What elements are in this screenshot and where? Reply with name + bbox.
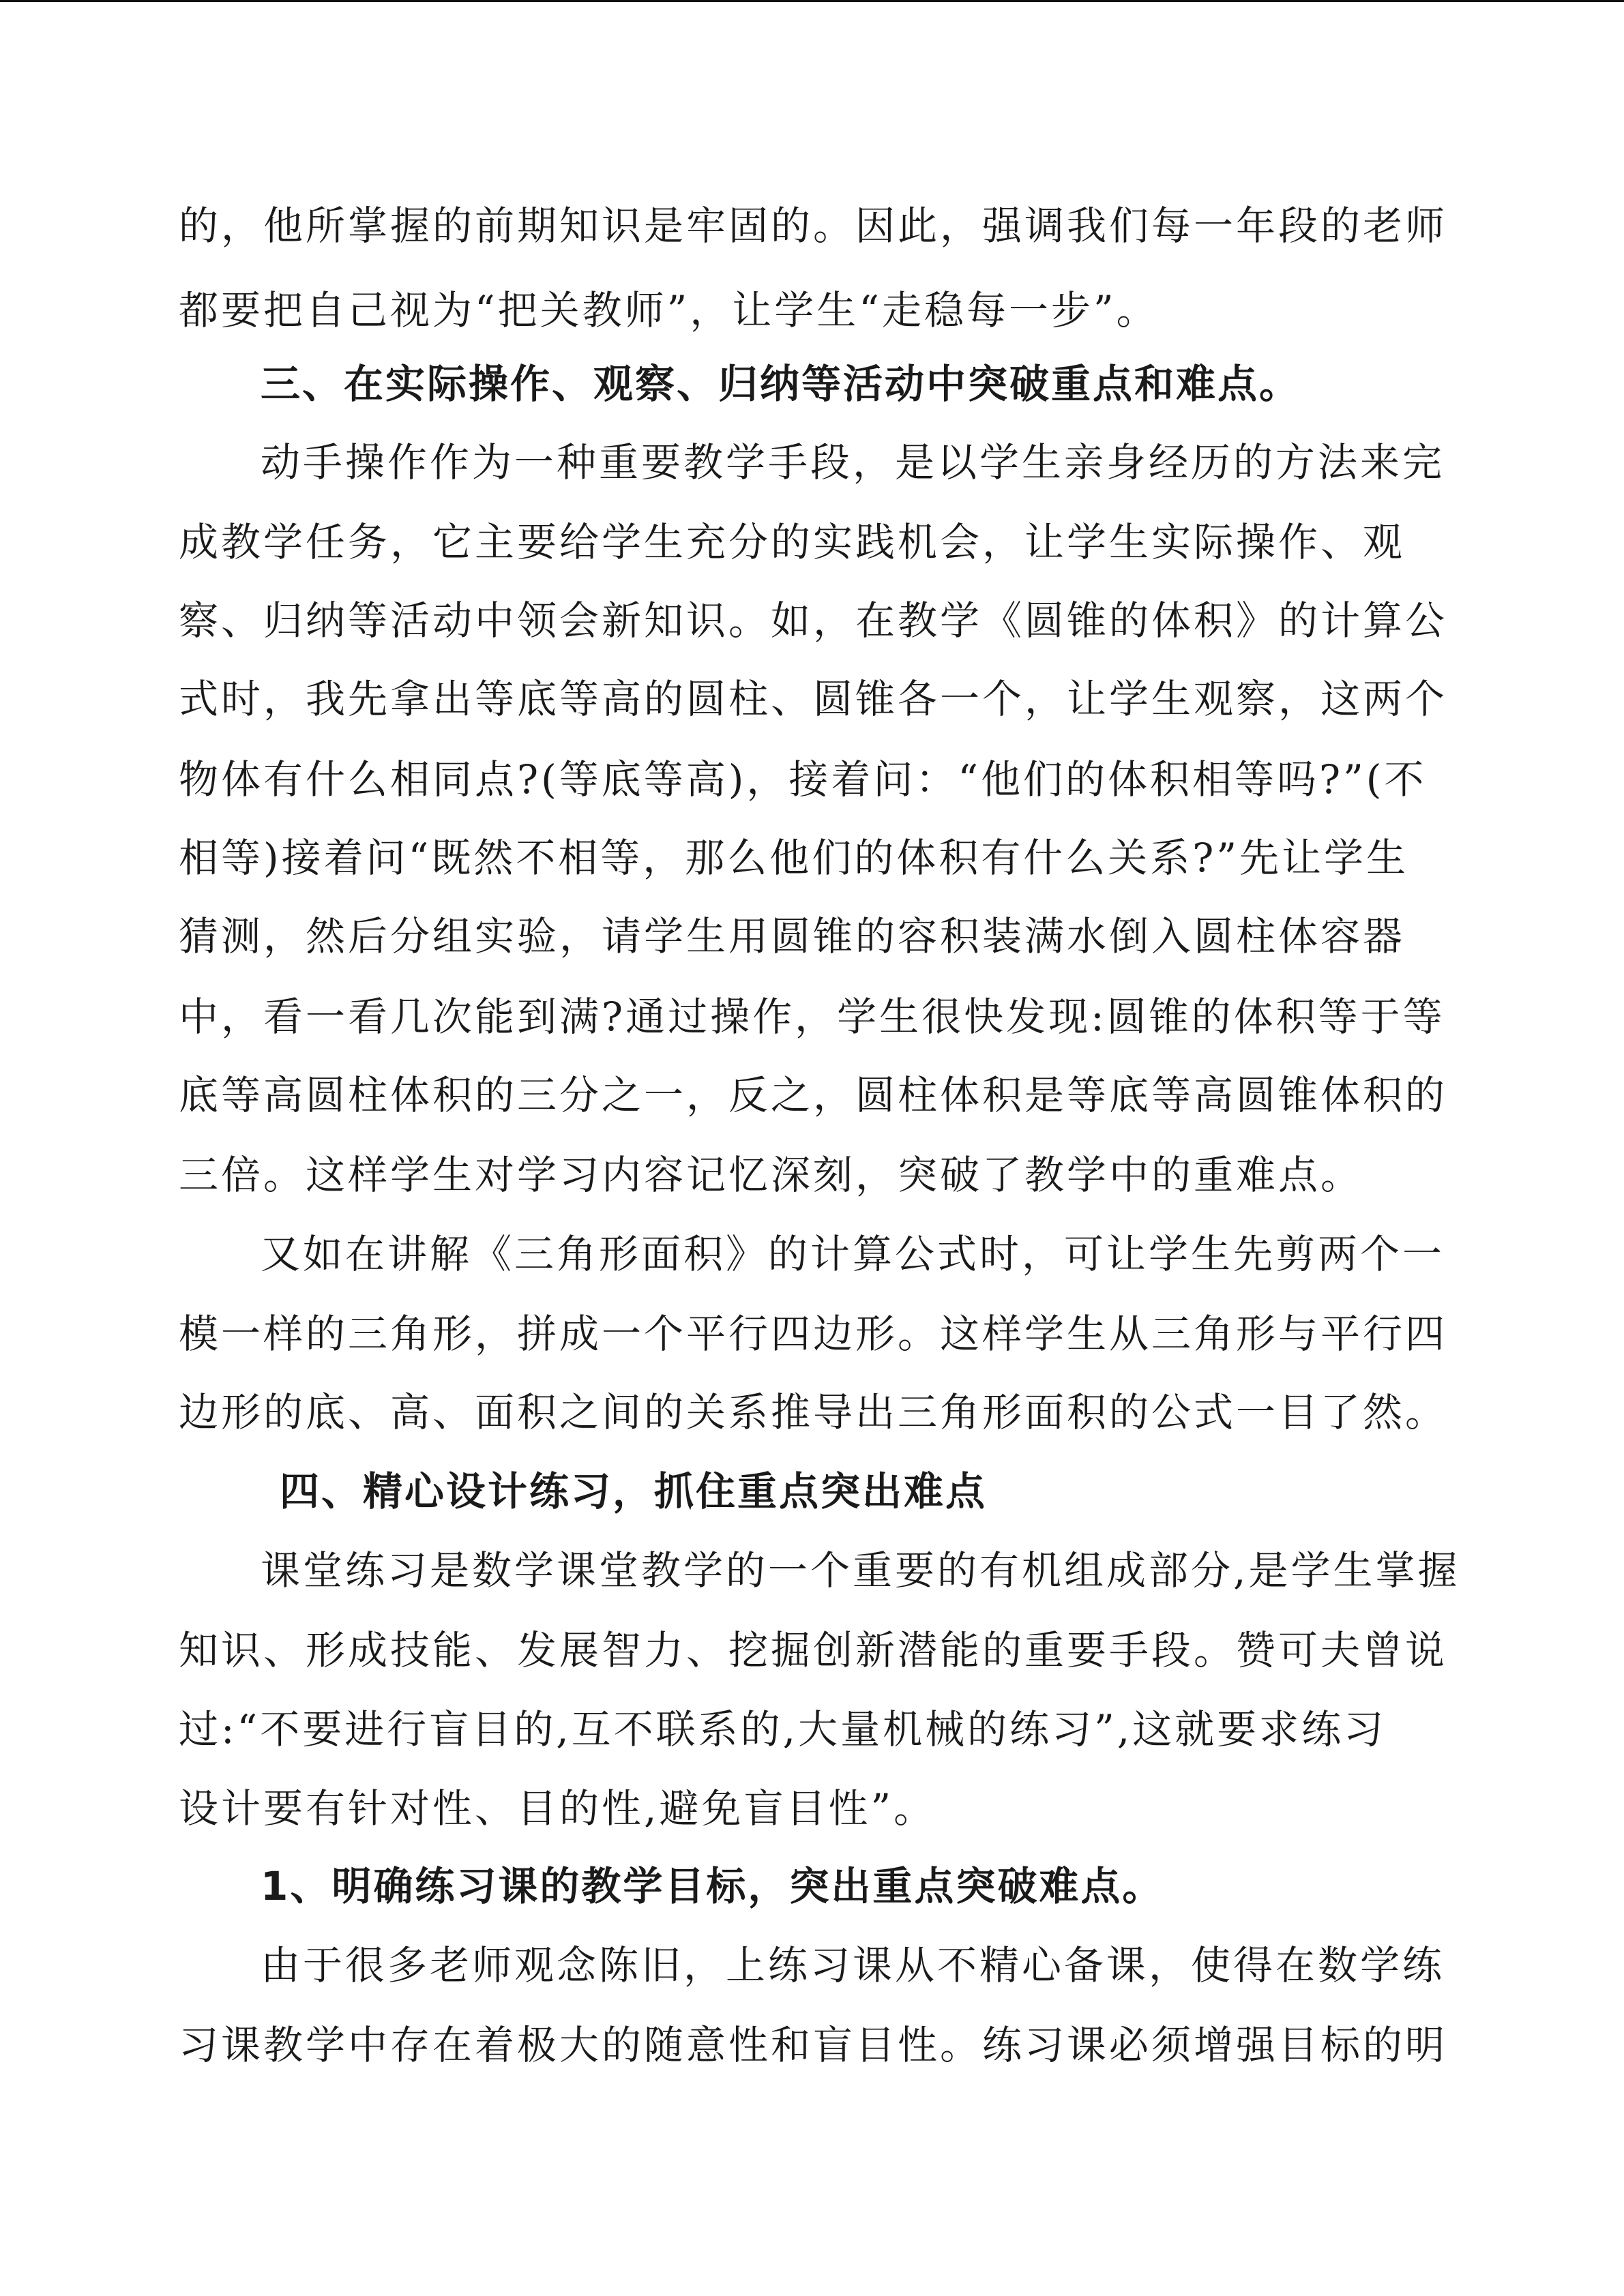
subsection-heading-1: 1、明确练习课的教学目标，突出重点突破难点。 — [261, 1863, 1164, 1909]
paragraph-line: 都要把自己视为“把关教师”，让学生“走稳每一步”。 — [179, 287, 1159, 333]
section-heading-4: 四、精心设计练习，抓住重点突出难点 — [280, 1468, 988, 1515]
paragraph-line: 模一样的三角形，拼成一个平行四边形。这样学生从三角形与平行四 — [179, 1311, 1448, 1357]
paragraph-line: 习课教学中存在着极大的随意性和盲目性。练习课必须增强目标的明 — [179, 2022, 1448, 2068]
paragraph-line: 的，他所掌握的前期知识是牢固的。因此，强调我们每一年段的老师 — [179, 203, 1448, 249]
paragraph-line: 中，看一看几次能到满?通过操作，学生很快发现:圆锥的体积等于等 — [179, 994, 1445, 1040]
paragraph-line: 动手操作作为一种重要教学手段，是以学生亲身经历的方法来完 — [261, 439, 1445, 486]
paragraph-line: 式时，我先拿出等底等高的圆柱、圆锥各一个，让学生观察，这两个 — [179, 676, 1448, 722]
paragraph-line: 察、归纳等活动中领会新知识。如，在教学《圆锥的体积》的计算公 — [179, 597, 1448, 644]
paragraph-line: 三倍。这样学生对学习内容记忆深刻，突破了教学中的重难点。 — [179, 1152, 1363, 1198]
paragraph-line: 成教学任务，它主要给学生充分的实践机会，让学生实际操作、观 — [179, 519, 1406, 565]
paragraph-line: 过:“不要进行盲目的,互不联系的,大量机械的练习”,这就要求练习 — [179, 1706, 1387, 1753]
paragraph-line: 物体有什么相同点?(等底等高)，接着问：“他们的体积相等吗?”(不 — [179, 756, 1427, 803]
paragraph-line: 知识、形成技能、发展智力、挖掘创新潜能的重要手段。赞可夫曾说 — [179, 1627, 1448, 1673]
paragraph-line: 底等高圆柱体积的三分之一，反之，圆柱体积是等底等高圆锥体积的 — [179, 1072, 1448, 1118]
section-heading-3: 三、在实际操作、观察、归纳等活动中突破重点和难点。 — [261, 361, 1301, 407]
paragraph-line: 课堂练习是数学课堂教学的一个重要的有机组成部分,是学生掌握 — [261, 1547, 1460, 1594]
paragraph-line: 又如在讲解《三角形面积》的计算公式时，可让学生先剪两个一 — [261, 1231, 1445, 1277]
paragraph-line: 边形的底、高、面积之间的关系推导出三角形面积的公式一目了然。 — [179, 1389, 1448, 1435]
paragraph-line: 由于很多老师观念陈旧，上练习课从不精心备课，使得在数学练 — [261, 1942, 1445, 1988]
paragraph-line: 猜测，然后分组实验，请学生用圆锥的容积装满水倒入圆柱体容器 — [179, 913, 1406, 959]
paragraph-line: 相等)接着问“既然不相等，那么他们的体积有什么关系?”先让学生 — [179, 835, 1409, 881]
paragraph-line: 设计要有针对性、目的性,避免盲目性”。 — [179, 1785, 936, 1832]
